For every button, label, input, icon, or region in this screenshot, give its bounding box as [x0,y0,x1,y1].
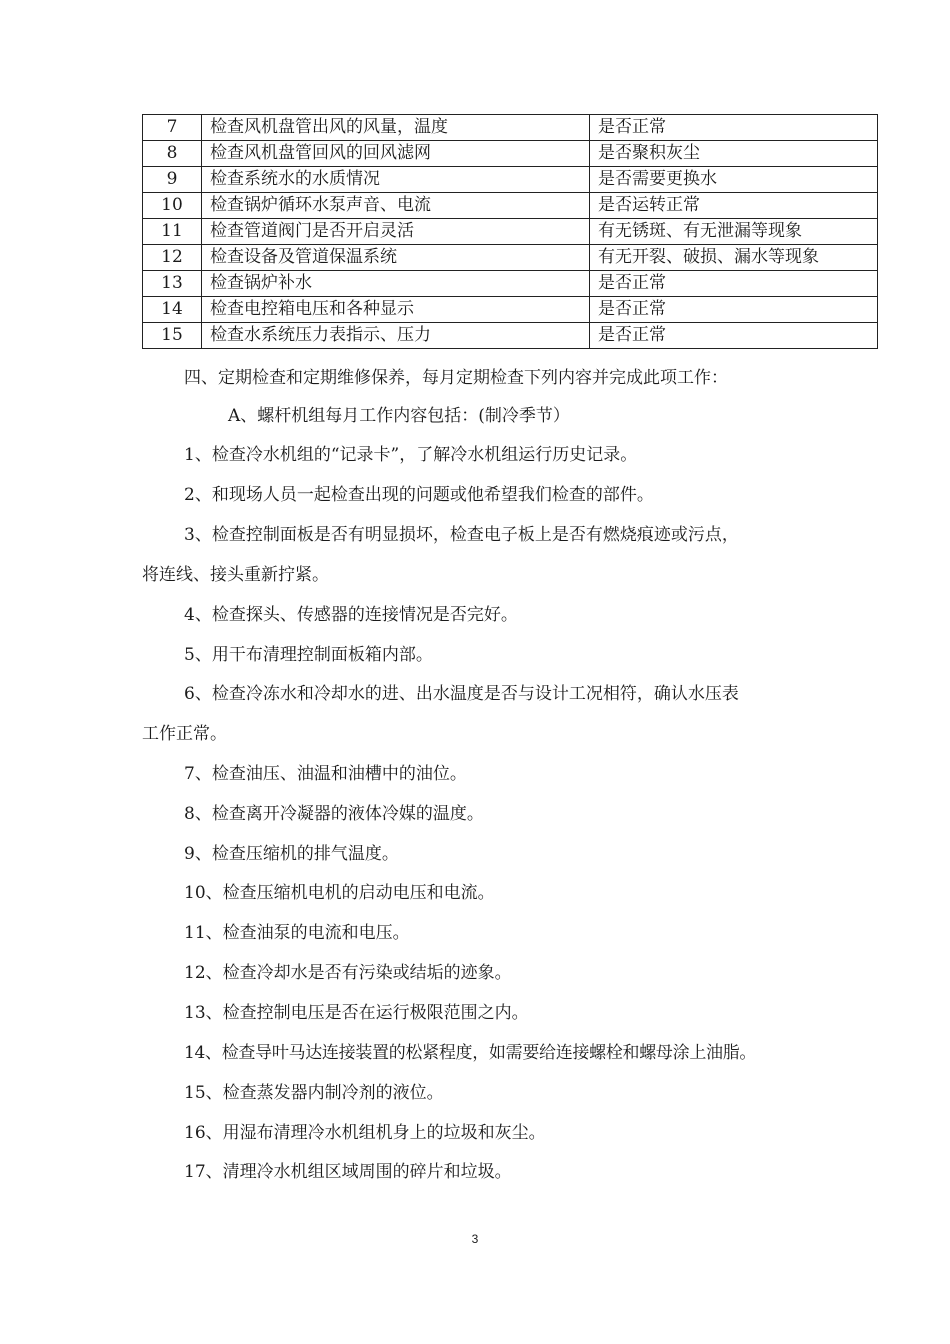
row-number: 9 [143,167,202,193]
table-row [143,245,878,271]
inspection-criterion: 是否正常 [590,271,878,297]
row-number: 11 [143,219,202,245]
table-row [143,297,878,323]
inspection-item: 检查锅炉补水 [202,271,590,297]
inspection-item: 检查风机盘管出风的风量，温度 [202,115,590,141]
row-number: 15 [143,323,202,349]
page-number: 3 [471,1232,479,1246]
inspection-item: 检查风机盘管回风的回风滤网 [202,141,590,167]
row-number: 14 [143,297,202,323]
row-number: 10 [143,193,202,219]
inspection-table [142,114,878,349]
inspection-item: 检查管道阀门是否开启灵活 [202,219,590,245]
sub-heading: A、螺杆机组每月工作内容包括：(制冷季节） [228,406,570,426]
row-number: 12 [143,245,202,271]
list-item: 6、检查冷冻水和冷却水的进、出水温度是否与设计工况相符，确认水压表 [184,684,739,704]
inspection-criterion: 是否正常 [590,297,878,323]
table-row [143,219,878,245]
inspection-item: 检查电控箱电压和各种显示 [202,297,590,323]
table-row [143,271,878,297]
list-item: 14、检查导叶马达连接装置的松紧程度，如需要给连接螺栓和螺母涂上油脂。 [184,1043,757,1063]
table-row [143,323,878,349]
list-item: 5、用干布清理控制面板箱内部。 [184,645,433,665]
list-item: 16、用湿布清理冷水机组机身上的垃圾和灰尘。 [184,1123,546,1143]
list-item: 8、检查离开冷凝器的液体冷媒的温度。 [184,804,484,824]
list-item-continuation: 将连线、接头重新拧紧。 [142,565,329,585]
row-number: 13 [143,271,202,297]
inspection-criterion: 有无锈斑、有无泄漏等现象 [590,219,878,245]
inspection-item: 检查设备及管道保温系统 [202,245,590,271]
inspection-criterion: 是否正常 [590,115,878,141]
row-number: 8 [143,141,202,167]
list-item: 10、检查压缩机电机的启动电压和电流。 [184,883,495,903]
list-item: 9、检查压缩机的排气温度。 [184,844,399,864]
section-heading: 四、定期检查和定期维修保养，每月定期检查下列内容并完成此项工作： [184,368,728,388]
list-item: 4、检查探头、传感器的连接情况是否完好。 [184,605,518,625]
list-item-continuation: 工作正常。 [142,724,227,744]
inspection-item: 检查锅炉循环水泵声音、电流 [202,193,590,219]
inspection-item: 检查水系统压力表指示、压力 [202,323,590,349]
inspection-criterion: 是否运转正常 [590,193,878,219]
inspection-criterion: 是否需要更换水 [590,167,878,193]
table-row [143,193,878,219]
list-item: 1、检查冷水机组的“记录卡”，了解冷水机组运行历史记录。 [184,445,638,465]
inspection-criterion: 是否正常 [590,323,878,349]
list-item: 17、清理冷水机组区域周围的碎片和垃圾。 [184,1162,512,1182]
list-item: 2、和现场人员一起检查出现的问题或他希望我们检查的部件。 [184,485,654,505]
table-row [143,167,878,193]
inspection-criterion: 是否聚积灰尘 [590,141,878,167]
list-item: 13、检查控制电压是否在运行极限范围之内。 [184,1003,529,1023]
list-item: 3、检查控制面板是否有明显损坏，检查电子板上是否有燃烧痕迹或污点， [184,525,739,545]
list-item: 15、检查蒸发器内制冷剂的液位。 [184,1083,444,1103]
table-row [143,141,878,167]
list-item: 7、检查油压、油温和油槽中的油位。 [184,764,467,784]
inspection-item: 检查系统水的水质情况 [202,167,590,193]
inspection-criterion: 有无开裂、破损、漏水等现象 [590,245,878,271]
list-item: 11、检查油泵的电流和电压。 [184,923,410,943]
list-item: 12、检查冷却水是否有污染或结垢的迹象。 [184,963,512,983]
row-number: 7 [143,115,202,141]
table-row [143,115,878,141]
